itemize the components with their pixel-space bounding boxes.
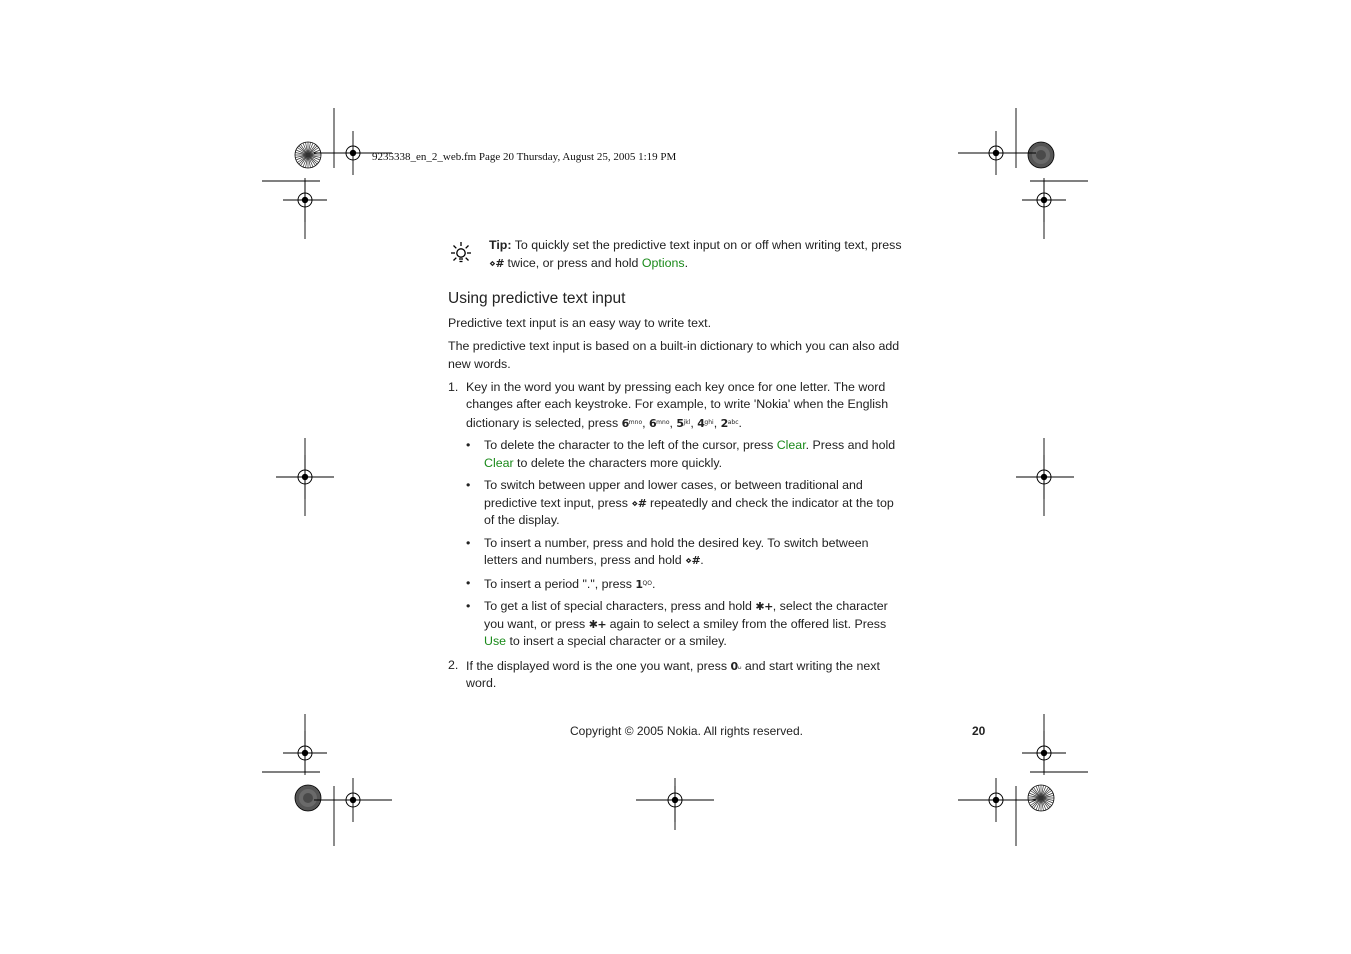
file-slug-header: 9235338_en_2_web.fm Page 20 Thursday, August 25, 2005 1:19 PM [372, 151, 677, 163]
bullet-text: to insert a special character or a smiley. [506, 634, 727, 648]
hash-key-icon: ⋄# [631, 496, 647, 510]
separator: . [738, 415, 742, 430]
bullet-text: . [651, 576, 656, 591]
step-text: and start writing the next word. [466, 658, 880, 690]
bullet-text: . [700, 553, 704, 567]
lightbulb-icon [448, 240, 474, 266]
key-letters: ␣ [737, 661, 742, 669]
key-digit: 4 [697, 416, 705, 430]
key-2-icon [721, 414, 739, 433]
tip-text-part: . [684, 255, 689, 270]
page-number: 20 [972, 724, 986, 738]
bullet-dot: • [466, 535, 471, 550]
key-digit: 6 [621, 416, 629, 430]
key-1-icon [635, 575, 652, 594]
list-item [466, 575, 903, 594]
key-0-icon [730, 657, 741, 676]
bullet-dot: • [466, 599, 471, 613]
separator: , [690, 415, 698, 430]
bullet-dot: • [466, 478, 471, 492]
key-letters: jkl [683, 418, 691, 426]
tip-text-part: To quickly set the predictive text input on or off when writing text, press [511, 238, 902, 252]
tip-label: Tip: [489, 238, 512, 252]
star-key-icon: ✱+ [755, 600, 773, 613]
key-4-icon [697, 414, 713, 433]
tip-text [489, 237, 909, 272]
bullet-text: to delete the characters more quickly. [513, 455, 723, 470]
key-digit: 2 [720, 416, 728, 430]
bullet-text: , select the character you want, or press [484, 599, 888, 631]
dark-print-mark-icon [295, 785, 321, 811]
separator: , [669, 415, 677, 430]
bullet-dot: • [466, 575, 471, 590]
copyright-footer: Copyright © 2005 Nokia. All rights reserved. [570, 724, 803, 738]
key-5-icon [676, 414, 690, 433]
separator: , [642, 415, 650, 430]
key-digit: 5 [676, 416, 684, 430]
list-item [466, 477, 903, 530]
star-key-icon: ✱+ [588, 617, 607, 631]
key-6-icon [649, 414, 669, 433]
bullet-text: To insert a number, press and hold the desired key. To switch between letters and numbers, press and hold [484, 535, 869, 567]
use-softkey-label: Use [484, 634, 507, 648]
step-2 [448, 657, 903, 693]
key-digit: 0 [730, 659, 738, 673]
bullet-list [466, 437, 903, 651]
key-letters: QO [642, 579, 652, 587]
step-1 [448, 379, 903, 651]
key-letters: mno [656, 418, 670, 426]
bullet-text: To insert a period ".", press [484, 576, 636, 591]
paragraph: The predictive text input is based on a built-in dictionary to which you can also add new words. [448, 339, 900, 371]
list-item [466, 437, 903, 472]
hash-key-icon: ⋄# [685, 554, 701, 567]
starburst-print-mark-icon [295, 142, 321, 168]
list-item [466, 598, 903, 651]
starburst-print-mark-icon [1028, 785, 1054, 811]
tip-text-part: twice, or press and hold [504, 255, 642, 270]
bullet-text: again to select a smiley from the offered list. Press [606, 616, 887, 631]
key-letters: ghi [704, 418, 714, 426]
paragraph: Predictive text input is an easy way to write text. [448, 316, 712, 330]
section-body [448, 315, 903, 699]
step-number: 2. [448, 657, 459, 672]
key-digit: 1 [635, 577, 643, 591]
bullet-text: . Press and hold [805, 438, 896, 452]
bullet-text: To delete the character to the left of the cursor, press [484, 438, 777, 452]
options-softkey-label: Options [641, 255, 685, 270]
bullet-text: repeatedly and check the indicator at the top of the display. [484, 495, 894, 527]
section-title: Using predictive text input [448, 290, 626, 307]
bullet-dot: • [466, 438, 471, 452]
key-letters: abc [727, 418, 739, 426]
bullet-text: To get a list of special characters, press and hold [484, 599, 756, 613]
hash-key-icon: ⋄# [489, 256, 505, 270]
dark-print-mark-icon [1028, 142, 1054, 168]
key-digit: 6 [649, 416, 657, 430]
clear-softkey-label: Clear [776, 438, 806, 452]
bullet-text: To switch between upper and lower cases, or between traditional and predictive text input, press [484, 478, 863, 510]
step-text: Key in the word you want by pressing each key once for one letter. The word changes after each keystroke. For example, to write 'Nokia' when the English dictionary is selected, press [466, 379, 889, 430]
step-text: If the displayed word is the one you want, press [466, 658, 731, 673]
key-6-icon [622, 414, 642, 433]
list-item [466, 535, 903, 570]
key-letters: mno [628, 418, 643, 426]
clear-softkey-label: Clear [484, 455, 514, 470]
separator: , [713, 415, 721, 430]
step-number: 1. [448, 379, 459, 394]
